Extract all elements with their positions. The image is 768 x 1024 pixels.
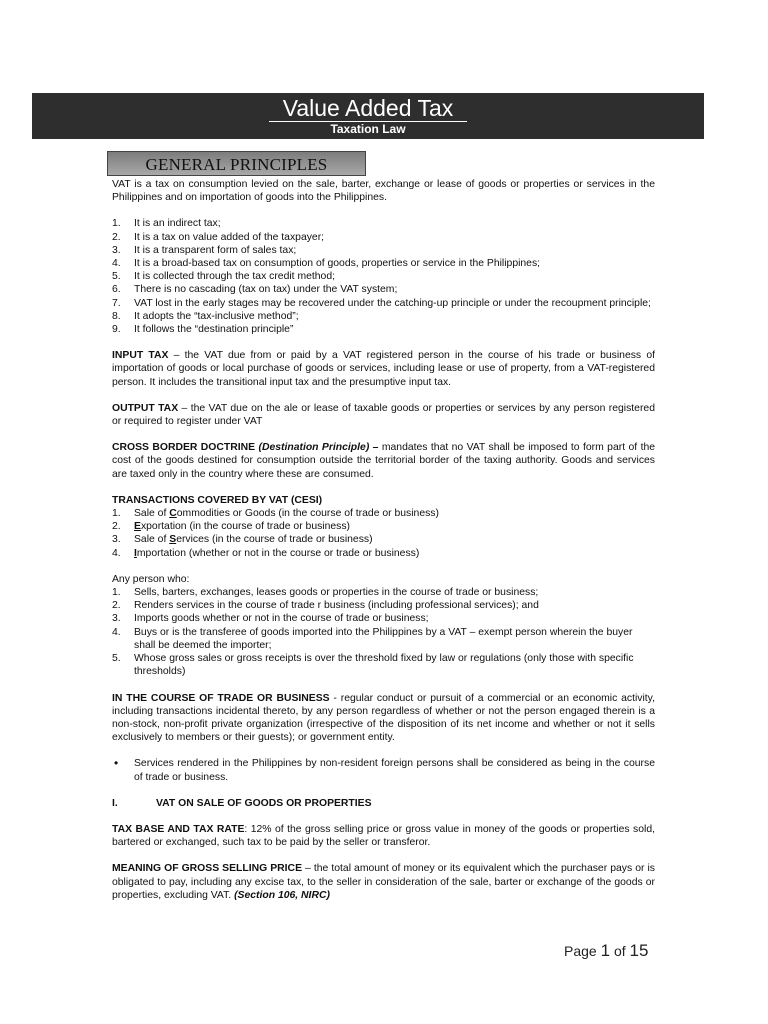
list-number: 1. — [112, 587, 121, 599]
mnemonic-letter: C — [169, 508, 177, 520]
list-number: 1. — [112, 508, 121, 520]
list-item — [112, 507, 655, 520]
transactions-heading: TRANSACTIONS COVERED BY VAT (CESI) — [112, 494, 323, 506]
bullet-list — [112, 757, 655, 783]
list-number: 2. — [112, 521, 121, 533]
document-subtitle: Taxation Law — [330, 122, 406, 136]
list-item — [112, 757, 655, 783]
list-number: 8. — [112, 310, 121, 322]
list-item-text: It is an indirect tax; — [134, 218, 221, 230]
any-person-list — [112, 586, 655, 678]
list-item-text: Sells, barters, exchanges, leases goods or properties in the course of trade or business; — [134, 587, 539, 599]
tax-base-paragraph — [112, 823, 655, 849]
page-footer — [564, 941, 648, 961]
list-item — [112, 586, 655, 599]
list-number: 4. — [112, 258, 121, 270]
list-item-text: Buys or is the transferee of goods imported into the Philippines by a VAT – exempt person wherein the buyer shall be deemed the importer; — [134, 626, 633, 651]
general-principles-heading: GENERAL PRINCIPLES — [145, 155, 328, 174]
list-item-text: It follows the “destination principle” — [134, 324, 294, 336]
header-bar — [32, 93, 704, 139]
mnemonic-letter: E — [134, 521, 141, 533]
list-item — [112, 270, 655, 283]
cross-border-subterm: (Destination Principle) – — [258, 442, 379, 454]
list-item — [112, 612, 655, 625]
course-of-trade-term: IN THE COURSE OF TRADE OR BUSINESS — [112, 692, 330, 704]
gross-selling-citation: (Section 106, NIRC) — [234, 889, 330, 901]
list-item — [112, 217, 655, 230]
cross-border-term: CROSS BORDER DOCTRINE — [112, 442, 256, 454]
output-tax-paragraph — [112, 402, 655, 428]
list-item — [112, 244, 655, 257]
input-tax-text: – the VAT due from or paid by a VAT registered person in the course of his trade or business of importation of goods or local purchase of goods or services, including lease or use of property, from a VAT-registered person. It includes the transitional input tax and the presumptive input tax. — [112, 350, 656, 388]
section-numeral: I. — [112, 797, 118, 809]
list-item-text: It is a tax on value added of the taxpayer; — [134, 231, 325, 243]
list-item-text: There is no cascading (tax on tax) under the VAT system; — [134, 284, 398, 296]
list-item-text: xportation (in the course of trade or business) — [140, 521, 351, 533]
list-item-text: Sale of — [134, 534, 170, 546]
list-item-text: It is a broad-based tax on consumption of goods, properties or service in the Philippines; — [134, 258, 541, 270]
output-tax-text: – the VAT due on the ale or lease of taxable goods or properties or services by any person registered or required to register under VAT — [112, 402, 655, 428]
list-item-text: It adopts the “tax-inclusive method”; — [134, 310, 299, 322]
list-item-text: Whose gross sales or gross receipts is over the threshold fixed by law or regulations (only those with specific thresholds) — [134, 653, 634, 678]
list-number: 2. — [112, 600, 121, 612]
cross-border-paragraph — [112, 441, 655, 481]
list-number: 4. — [112, 626, 121, 638]
list-item-text: mportation (whether or not in the course or trade or business) — [136, 547, 420, 559]
list-number: 2. — [112, 231, 121, 243]
list-item — [112, 323, 655, 336]
any-person-intro: Any person who: — [112, 573, 190, 585]
list-number: 3. — [112, 244, 121, 256]
tax-base-text: : 12% of the gross selling price or gross value in money of the goods or properties sold, bartered or exchanged, such tax to be paid by the seller or transferor. — [112, 823, 655, 849]
document-title: Value Added Tax — [269, 95, 468, 122]
gross-selling-term: MEANING OF GROSS SELLING PRICE — [112, 863, 302, 875]
list-item-text: Imports goods whether or not in the course of trade or business; — [134, 613, 429, 625]
principles-list — [112, 217, 655, 336]
list-number: 1. — [112, 218, 121, 230]
input-tax-term: INPUT TAX — [112, 350, 169, 362]
list-item-text: It is a transparent form of sales tax; — [134, 244, 297, 256]
of-word: of — [610, 943, 630, 959]
list-item — [112, 310, 655, 323]
list-item — [112, 547, 655, 560]
list-item-text: It is collected through the tax credit method; — [134, 271, 335, 283]
list-item — [112, 626, 655, 652]
list-item — [112, 257, 655, 270]
list-item — [112, 520, 655, 533]
list-number: 7. — [112, 297, 121, 309]
gross-selling-text: – the total amount of money or its equivalent which the purchaser pays or is obligated to pay, including any excise tax, to the seller in consideration of the sale, barter or exchange of the goods or properties, excluding VAT. — [112, 863, 655, 901]
list-number: 3. — [112, 534, 121, 546]
list-number: 6. — [112, 284, 121, 296]
list-item — [112, 231, 655, 244]
list-item-text: VAT lost in the early stages may be recovered under the catching-up principle or under the recoupment principle; — [134, 297, 651, 309]
list-item — [112, 652, 655, 678]
list-item — [112, 297, 655, 310]
output-tax-term: OUTPUT TAX — [112, 402, 179, 414]
cross-border-text: mandates that no VAT shall be imposed to form part of the cost of the goods destined for consumption outside the territorial border of the taxing authority. Goods and services are taxed only in the country where these are consumed. — [112, 442, 656, 480]
page-total: 15 — [629, 941, 649, 960]
course-of-trade-paragraph — [112, 692, 655, 745]
section-heading-box — [107, 151, 366, 176]
list-number: 3. — [112, 613, 121, 625]
list-item — [112, 283, 655, 296]
list-item-text: ommodities or Goods (in the course of trade or business) — [176, 508, 439, 520]
list-item-text: Renders services in the course of trade r business (including professional services); and — [134, 600, 539, 612]
list-item — [112, 533, 655, 546]
list-item — [112, 599, 655, 612]
mnemonic-letter: I — [134, 547, 137, 559]
list-number: 5. — [112, 271, 121, 283]
list-item-text: Sale of — [134, 508, 170, 520]
page-word: Page — [564, 943, 601, 959]
bullet-icon: • — [114, 756, 119, 771]
page-number: 1 — [600, 941, 611, 960]
section-i-heading — [112, 797, 655, 810]
list-item-text: ervices (in the course of trade or business) — [176, 534, 373, 546]
gross-selling-paragraph — [112, 862, 655, 902]
document-body — [112, 178, 655, 902]
list-number: 9. — [112, 324, 121, 336]
list-number: 4. — [112, 547, 121, 559]
section-title: VAT ON SALE OF GOODS OR PROPERTIES — [156, 797, 372, 809]
bullet-text: Services rendered in the Philippines by non-resident foreign persons shall be considered as being in the course of trade or business. — [134, 758, 655, 783]
course-of-trade-text: - regular conduct or pursuit of a commercial or an economic activity, including transactions incidental thereto, by any person regardless of whether or not the person engaged therein is a non-stock, non-profit private organization (irrespective of the disposition of its net income and whether or not it sells exclusively to members or their guests); or government entity. — [112, 692, 655, 744]
transactions-list — [112, 507, 655, 560]
mnemonic-letter: S — [169, 534, 177, 546]
input-tax-paragraph — [112, 349, 655, 389]
tax-base-term: TAX BASE AND TAX RATE — [112, 823, 245, 835]
vat-intro-paragraph: VAT is a tax on consumption levied on the sale, barter, exchange or lease of goods or properties or services in the Philippines and on importation of goods into the Philippines. — [112, 179, 655, 204]
list-number: 5. — [112, 653, 121, 665]
